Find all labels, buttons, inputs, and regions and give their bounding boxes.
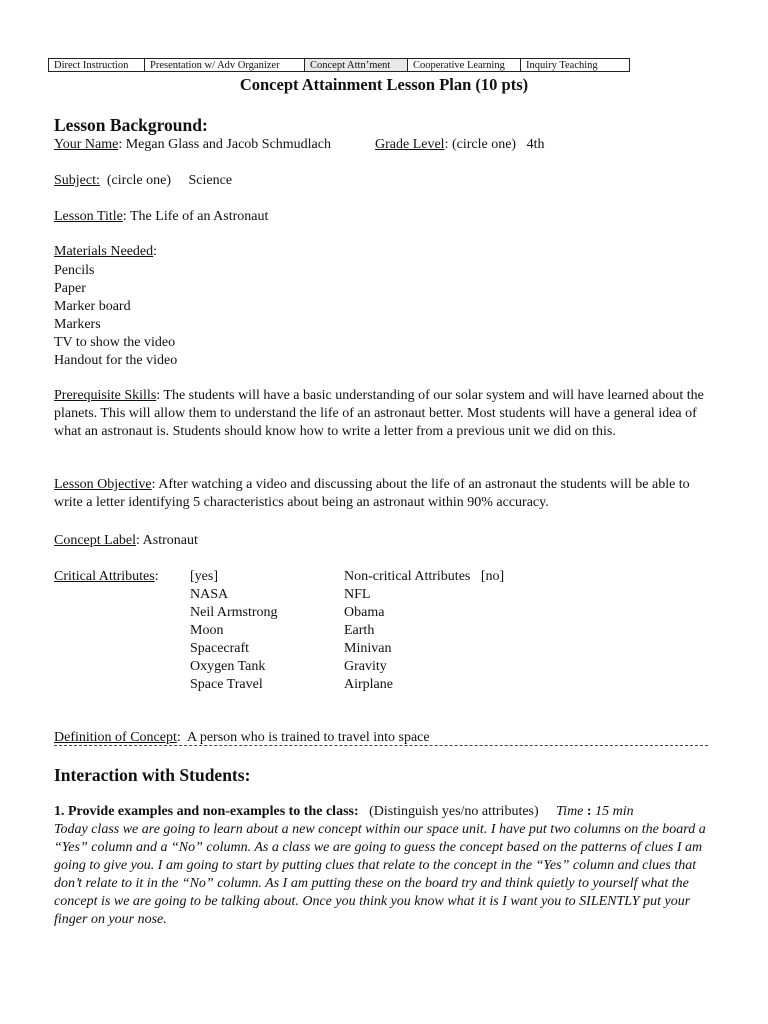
list-item: Space Travel (190, 677, 263, 692)
time-value: 15 min (595, 804, 634, 819)
definition-label: Definition of Concept (54, 730, 177, 745)
concept-label-line (54, 533, 198, 549)
materials-label: Materials Needed (54, 244, 154, 259)
list-item: Non-critical Attributes [no] (344, 569, 505, 584)
your-name-label: Your Name (54, 137, 119, 152)
list-item: [yes] (190, 569, 218, 584)
subject-label: Subject: (54, 173, 100, 188)
time-label: Time (556, 804, 584, 819)
your-name-line (54, 137, 331, 153)
nav-cell-cooperative-learning: Cooperative Learning (408, 59, 521, 71)
step-1-script: Today class we are going to learn about a new concept within our space unit. I have put two columns on the board a “Yes” column and a “No” column. As a class we are going to guess the concept based on the patterns of clues I am going to give you. I am going to start by putting clues that relate to the concept in the “Yes” column and clues that don’t relate to it in the “No” column. As I am putting these on the board try and think quietly to yourself what the concept is we are going to be talking about. Once you think you know what it is I want you to SILENTLY put your finger on your nose. (54, 822, 706, 927)
time-sep: : (583, 804, 596, 819)
lesson-title-line (54, 209, 268, 225)
section-divider (54, 745, 708, 747)
list-item: Moon (190, 623, 224, 638)
interaction-heading: Interaction with Students: (54, 765, 251, 785)
list-item: Handout for the video (54, 353, 178, 368)
subject-line (54, 173, 232, 189)
list-item: Neil Armstrong (190, 605, 278, 620)
materials-line (54, 244, 157, 260)
page-title: Concept Attainment Lesson Plan (10 pts) (239, 75, 529, 94)
nav-cell-concept-attainment: Concept Attn’ment (305, 59, 408, 71)
step-1-title: 1. Provide examples and non-examples to the class: (54, 804, 359, 819)
nav-cell-direct-instruction: Direct Instruction (49, 59, 145, 71)
prerequisite-text: : The students will have a basic understanding of our solar system and will have learned about the planets. This will allow them to understand the life of an astronaut better. Most students will have a general idea of what an astronaut is. Students should know how to write a letter from a previous unit we did on this. (54, 388, 704, 439)
concept-label-label: Concept Label (54, 533, 137, 548)
objective-label: Lesson Objective (54, 477, 152, 492)
critical-attributes-line (54, 569, 159, 585)
lesson-title-label: Lesson Title (54, 209, 123, 224)
step-1 (54, 803, 714, 929)
materials-list (54, 262, 177, 370)
your-name-value: : Megan Glass and Jacob Schmudlach (118, 137, 331, 152)
step-1-header (54, 803, 714, 821)
critical-attributes-label: Critical Attributes (54, 569, 155, 584)
list-item: Minivan (344, 641, 392, 656)
prerequisite-skills (54, 387, 714, 441)
list-item: Airplane (344, 677, 393, 692)
list-item: Oxygen Tank (190, 659, 266, 674)
list-item: Markers (54, 317, 101, 332)
nav-cell-inquiry-teaching: Inquiry Teaching (526, 60, 598, 71)
materials-colon: : (153, 244, 158, 259)
lesson-title-value: : The Life of an Astronaut (122, 209, 269, 224)
critical-attributes-list (190, 568, 278, 694)
critical-colon: : (154, 569, 159, 584)
list-item: Paper (54, 281, 86, 296)
concept-label-value: : Astronaut (136, 533, 198, 548)
definition-value: : A person who is trained to travel into space (176, 730, 430, 745)
list-item: TV to show the video (54, 335, 176, 350)
grade-level-label: Grade Level (375, 137, 445, 152)
grade-level-line (375, 137, 544, 153)
list-item: Pencils (54, 263, 95, 278)
step-1-paren: (Distinguish yes/no attributes) (358, 804, 557, 819)
lesson-type-table (48, 58, 630, 72)
prerequisite-label: Prerequisite Skills (54, 388, 157, 403)
grade-level-value: : (circle one) 4th (444, 137, 545, 152)
noncritical-attributes-list (344, 568, 504, 694)
objective-text: : After watching a video and discussing about the life of an astronaut the students will be able to write a letter identifying 5 characteristics about being an astronaut within 90% accuracy. (54, 477, 690, 510)
list-item: Gravity (344, 659, 387, 674)
lesson-background-heading: Lesson Background: (54, 115, 208, 135)
list-item: NFL (344, 587, 371, 602)
list-item: Earth (344, 623, 375, 638)
list-item: Marker board (54, 299, 131, 314)
subject-value: (circle one) Science (99, 173, 233, 188)
list-item: Obama (344, 605, 385, 620)
definition-line (54, 730, 430, 746)
nav-cell-presentation: Presentation w/ Adv Organizer (145, 59, 305, 71)
lesson-objective (54, 476, 714, 512)
list-item: NASA (190, 587, 229, 602)
list-item: Spacecraft (190, 641, 250, 656)
